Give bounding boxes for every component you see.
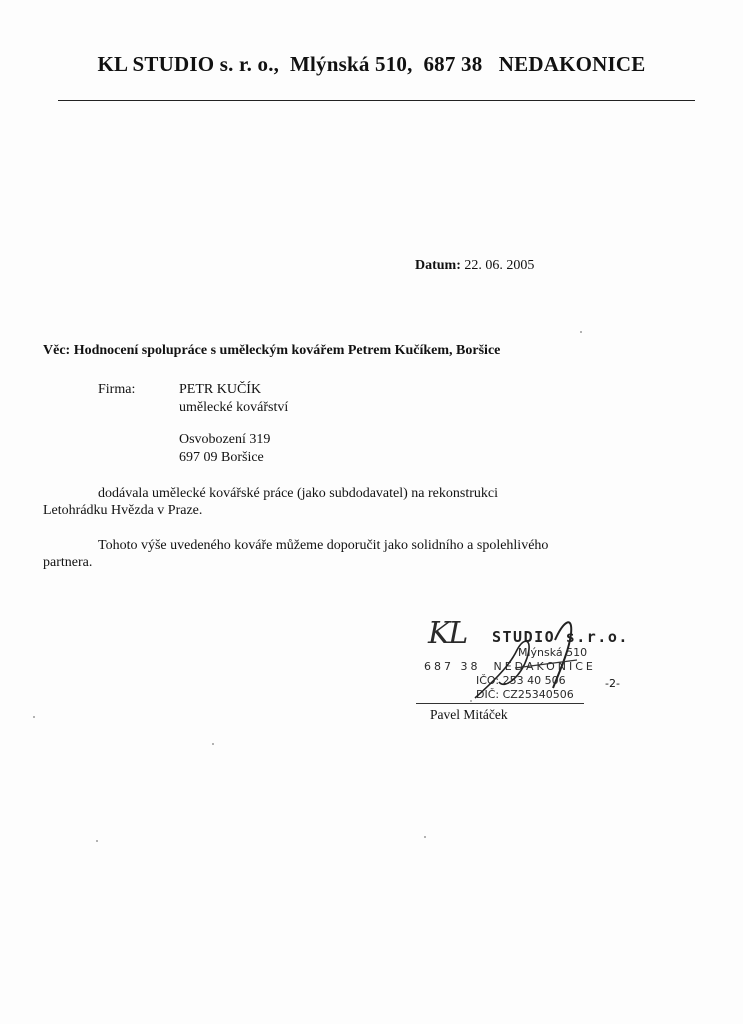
signature-rule bbox=[416, 703, 584, 704]
stamp-street: Mlýnská 510 bbox=[518, 646, 588, 659]
paragraph-1-line-1: dodávala umělecké kovářské práce (jako subdodavatel) na rekonstrukci bbox=[98, 486, 498, 501]
paragraph-2-line-1: Tohoto výše uvedeného kováře můžeme doporučit jako solidního a spolehlivého bbox=[98, 538, 549, 553]
date-label: Datum: bbox=[415, 258, 461, 273]
paragraph-1-line-2: Letohrádku Hvězda v Praze. bbox=[43, 503, 203, 518]
firma-city: 697 09 Boršice bbox=[179, 450, 264, 465]
scan-speck bbox=[424, 836, 426, 838]
page-mark: -2- bbox=[605, 677, 620, 690]
date-line bbox=[415, 258, 534, 274]
stamp-company-name: STUDIO s.r.o. bbox=[492, 628, 629, 646]
stamp-dic: DIČ: CZ25340506 bbox=[476, 688, 574, 701]
firma-street: Osvobození 319 bbox=[179, 432, 271, 447]
scan-speck bbox=[33, 716, 35, 718]
scan-speck bbox=[580, 331, 582, 333]
scan-speck bbox=[470, 700, 472, 702]
firma-trade: umělecké kovářství bbox=[179, 400, 289, 415]
scan-speck bbox=[96, 840, 98, 842]
date-value: 22. 06. 2005 bbox=[464, 258, 535, 273]
firma-label: Firma: bbox=[98, 382, 136, 397]
letterhead: KL STUDIO s. r. o., Mlýnská 510, 687 38 NEDAKONICE bbox=[97, 52, 646, 76]
signer-name: Pavel Mitáček bbox=[430, 707, 508, 722]
stamp-logo: KL bbox=[428, 616, 467, 651]
handwritten-signature bbox=[455, 610, 605, 705]
subject-line: Věc: Hodnocení spolupráce s uměleckým kovářem Petrem Kučíkem, Boršice bbox=[43, 343, 501, 358]
firma-name: PETR KUČÍK bbox=[179, 382, 262, 397]
stamp-ico: IČO: 253 40 506 bbox=[476, 674, 566, 687]
stamp-city: 687 38 NEDAKONICE bbox=[424, 660, 596, 673]
letterhead-rule bbox=[58, 100, 695, 101]
paragraph-2-line-2: partnera. bbox=[43, 555, 93, 570]
scan-speck bbox=[212, 743, 214, 745]
